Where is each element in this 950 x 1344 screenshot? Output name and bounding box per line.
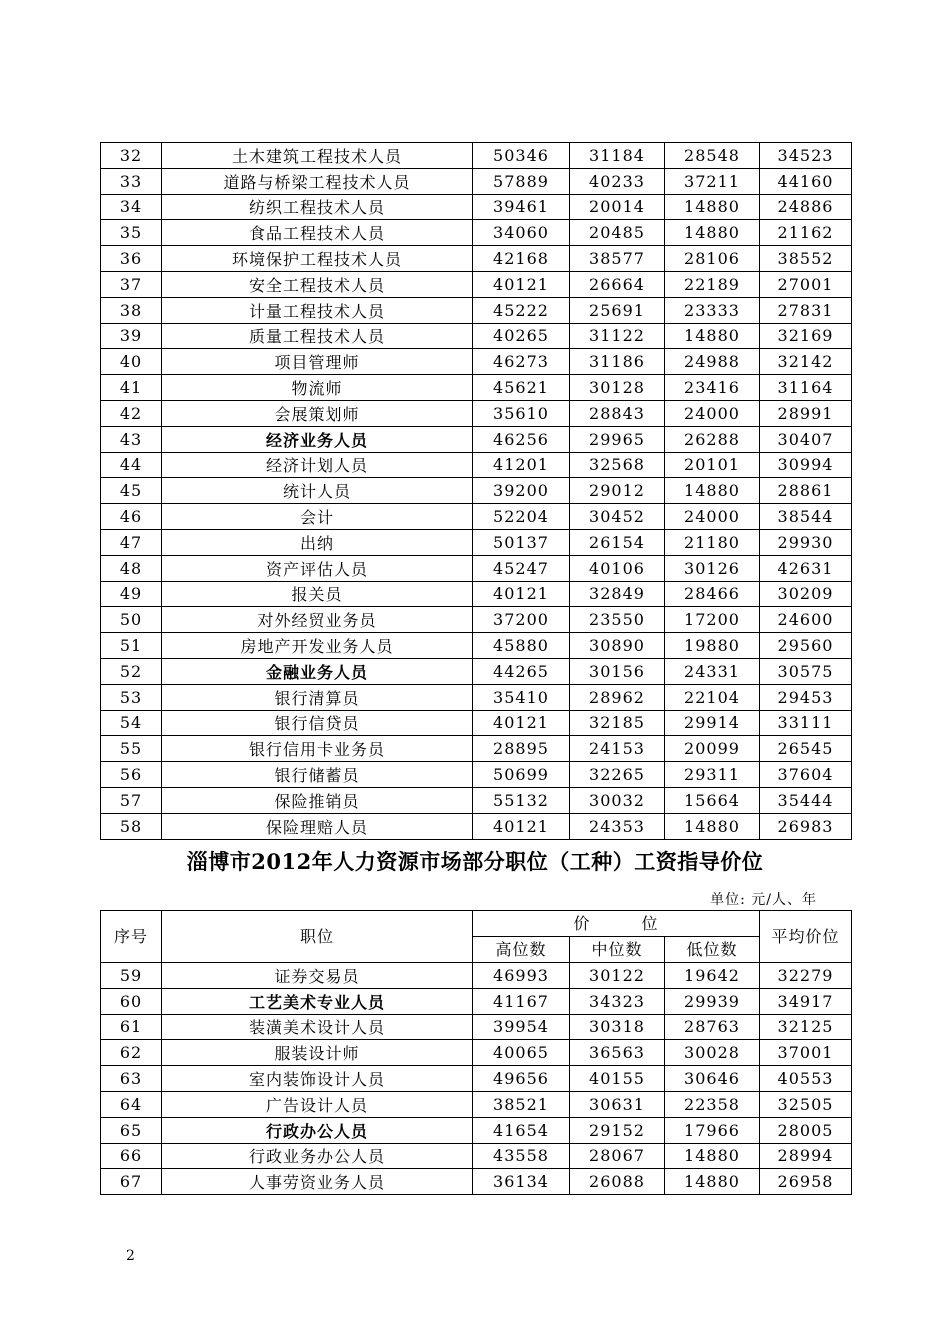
median-value-cell: 26154 xyxy=(570,529,665,555)
low-value-cell: 23416 xyxy=(665,375,760,401)
position-cell: 食品工程技术人员 xyxy=(162,220,473,246)
position-cell: 行政办公人员 xyxy=(162,1117,473,1143)
table-row xyxy=(101,478,852,504)
low-value-cell: 17966 xyxy=(665,1117,760,1143)
serial-number-cell: 43 xyxy=(101,426,162,452)
high-value-cell: 40121 xyxy=(473,581,570,607)
serial-number-cell: 42 xyxy=(101,400,162,426)
high-value-cell: 39954 xyxy=(473,1014,570,1040)
table-row xyxy=(101,246,852,272)
table-row xyxy=(101,1117,852,1143)
average-value-cell: 26958 xyxy=(760,1169,852,1195)
position-cell: 人事劳资业务人员 xyxy=(162,1169,473,1195)
low-value-cell: 29311 xyxy=(665,762,760,788)
average-value-cell: 29930 xyxy=(760,529,852,555)
position-cell: 证券交易员 xyxy=(162,963,473,989)
table-row xyxy=(101,633,852,659)
average-value-cell: 26983 xyxy=(760,813,852,839)
position-cell: 安全工程技术人员 xyxy=(162,271,473,297)
header-row-1 xyxy=(101,911,852,937)
average-value-cell: 30407 xyxy=(760,426,852,452)
high-value-cell: 40121 xyxy=(473,271,570,297)
position-cell: 行政业务办公人员 xyxy=(162,1143,473,1169)
low-value-cell: 24000 xyxy=(665,504,760,530)
low-value-cell: 28763 xyxy=(665,1014,760,1040)
high-value-cell: 40265 xyxy=(473,323,570,349)
median-value-cell: 40233 xyxy=(570,168,665,194)
position-cell: 统计人员 xyxy=(162,478,473,504)
header-median: 中位数 xyxy=(570,937,665,963)
median-value-cell: 28067 xyxy=(570,1143,665,1169)
average-value-cell: 27001 xyxy=(760,271,852,297)
high-value-cell: 41201 xyxy=(473,452,570,478)
table-row xyxy=(101,787,852,813)
table-row xyxy=(101,555,852,581)
average-value-cell: 27831 xyxy=(760,297,852,323)
table-row xyxy=(101,1040,852,1066)
position-cell: 经济计划人员 xyxy=(162,452,473,478)
header-position: 职位 xyxy=(162,911,473,963)
high-value-cell: 35610 xyxy=(473,400,570,426)
median-value-cell: 30156 xyxy=(570,658,665,684)
position-cell: 经济业务人员 xyxy=(162,426,473,452)
position-cell: 出纳 xyxy=(162,529,473,555)
serial-number-cell: 35 xyxy=(101,220,162,246)
average-value-cell: 24600 xyxy=(760,607,852,633)
table-row xyxy=(101,426,852,452)
average-value-cell: 28005 xyxy=(760,1117,852,1143)
table-row xyxy=(101,194,852,220)
header-serial-number: 序号 xyxy=(101,911,162,963)
table-row xyxy=(101,581,852,607)
high-value-cell: 40121 xyxy=(473,710,570,736)
low-value-cell: 28548 xyxy=(665,143,760,169)
average-value-cell: 35444 xyxy=(760,787,852,813)
table-row xyxy=(101,143,852,169)
high-value-cell: 38521 xyxy=(473,1091,570,1117)
median-value-cell: 31122 xyxy=(570,323,665,349)
position-cell: 报关员 xyxy=(162,581,473,607)
median-value-cell: 31186 xyxy=(570,349,665,375)
median-value-cell: 29012 xyxy=(570,478,665,504)
serial-number-cell: 51 xyxy=(101,633,162,659)
table-row xyxy=(101,504,852,530)
position-cell: 纺织工程技术人员 xyxy=(162,194,473,220)
position-cell: 资产评估人员 xyxy=(162,555,473,581)
table-row xyxy=(101,375,852,401)
table-row xyxy=(101,1014,852,1040)
serial-number-cell: 44 xyxy=(101,452,162,478)
high-value-cell: 45222 xyxy=(473,297,570,323)
position-cell: 会展策划师 xyxy=(162,400,473,426)
median-value-cell: 28962 xyxy=(570,684,665,710)
high-value-cell: 46256 xyxy=(473,426,570,452)
serial-number-cell: 38 xyxy=(101,297,162,323)
serial-number-cell: 55 xyxy=(101,736,162,762)
serial-number-cell: 49 xyxy=(101,581,162,607)
low-value-cell: 29939 xyxy=(665,988,760,1014)
median-value-cell: 24353 xyxy=(570,813,665,839)
high-value-cell: 45247 xyxy=(473,555,570,581)
median-value-cell: 34323 xyxy=(570,988,665,1014)
high-value-cell: 36134 xyxy=(473,1169,570,1195)
low-value-cell: 14880 xyxy=(665,813,760,839)
median-value-cell: 26664 xyxy=(570,271,665,297)
low-value-cell: 30646 xyxy=(665,1066,760,1092)
average-value-cell: 21162 xyxy=(760,220,852,246)
position-cell: 质量工程技术人员 xyxy=(162,323,473,349)
low-value-cell: 19880 xyxy=(665,633,760,659)
serial-number-cell: 60 xyxy=(101,988,162,1014)
header-price-level: 价 位 xyxy=(473,911,760,937)
table-row xyxy=(101,1143,852,1169)
document-title: 淄博市2012年人力资源市场部分职位（工种）工资指导价位 xyxy=(186,849,764,874)
salary-table-header xyxy=(101,911,852,963)
serial-number-cell: 33 xyxy=(101,168,162,194)
position-cell: 环境保护工程技术人员 xyxy=(162,246,473,272)
median-value-cell: 40155 xyxy=(570,1066,665,1092)
high-value-cell: 55132 xyxy=(473,787,570,813)
average-value-cell: 37001 xyxy=(760,1040,852,1066)
low-value-cell: 30028 xyxy=(665,1040,760,1066)
table-row xyxy=(101,529,852,555)
low-value-cell: 21180 xyxy=(665,529,760,555)
table-row xyxy=(101,1169,852,1195)
low-value-cell: 28466 xyxy=(665,581,760,607)
average-value-cell: 34523 xyxy=(760,143,852,169)
low-value-cell: 30126 xyxy=(665,555,760,581)
low-value-cell: 19642 xyxy=(665,963,760,989)
position-cell: 广告设计人员 xyxy=(162,1091,473,1117)
median-value-cell: 30318 xyxy=(570,1014,665,1040)
median-value-cell: 30452 xyxy=(570,504,665,530)
table-row xyxy=(101,349,852,375)
average-value-cell: 38552 xyxy=(760,246,852,272)
low-value-cell: 17200 xyxy=(665,607,760,633)
median-value-cell: 36563 xyxy=(570,1040,665,1066)
position-cell: 银行储蓄员 xyxy=(162,762,473,788)
table-row xyxy=(101,658,852,684)
average-value-cell: 24886 xyxy=(760,194,852,220)
table-row xyxy=(101,297,852,323)
high-value-cell: 40065 xyxy=(473,1040,570,1066)
table-row xyxy=(101,736,852,762)
low-value-cell: 22189 xyxy=(665,271,760,297)
median-value-cell: 40106 xyxy=(570,555,665,581)
serial-number-cell: 46 xyxy=(101,504,162,530)
high-value-cell: 39200 xyxy=(473,478,570,504)
table-row xyxy=(101,684,852,710)
serial-number-cell: 57 xyxy=(101,787,162,813)
serial-number-cell: 56 xyxy=(101,762,162,788)
serial-number-cell: 52 xyxy=(101,658,162,684)
low-value-cell: 14880 xyxy=(665,478,760,504)
average-value-cell: 29560 xyxy=(760,633,852,659)
table-row xyxy=(101,1091,852,1117)
serial-number-cell: 36 xyxy=(101,246,162,272)
average-value-cell: 33111 xyxy=(760,710,852,736)
position-cell: 工艺美术专业人员 xyxy=(162,988,473,1014)
high-value-cell: 50346 xyxy=(473,143,570,169)
average-value-cell: 30994 xyxy=(760,452,852,478)
position-cell: 道路与桥梁工程技术人员 xyxy=(162,168,473,194)
average-value-cell: 38544 xyxy=(760,504,852,530)
high-value-cell: 35410 xyxy=(473,684,570,710)
page-number: 2 xyxy=(126,1248,135,1264)
average-value-cell: 32169 xyxy=(760,323,852,349)
low-value-cell: 14880 xyxy=(665,220,760,246)
high-value-cell: 40121 xyxy=(473,813,570,839)
low-value-cell: 24988 xyxy=(665,349,760,375)
average-value-cell: 37604 xyxy=(760,762,852,788)
serial-number-cell: 62 xyxy=(101,1040,162,1066)
median-value-cell: 30032 xyxy=(570,787,665,813)
median-value-cell: 28843 xyxy=(570,400,665,426)
serial-number-cell: 64 xyxy=(101,1091,162,1117)
table-row xyxy=(101,400,852,426)
high-value-cell: 46993 xyxy=(473,963,570,989)
average-value-cell: 40553 xyxy=(760,1066,852,1092)
salary-table-part1-body xyxy=(101,143,852,840)
median-value-cell: 30890 xyxy=(570,633,665,659)
table-row xyxy=(101,813,852,839)
median-value-cell: 38577 xyxy=(570,246,665,272)
low-value-cell: 24331 xyxy=(665,658,760,684)
position-cell: 银行清算员 xyxy=(162,684,473,710)
serial-number-cell: 63 xyxy=(101,1066,162,1092)
unit-label: 单位: 元/人、年 xyxy=(710,892,817,908)
low-value-cell: 14880 xyxy=(665,1169,760,1195)
median-value-cell: 24153 xyxy=(570,736,665,762)
salary-table-part2-body xyxy=(101,963,852,1195)
average-value-cell: 30575 xyxy=(760,658,852,684)
table-row xyxy=(101,323,852,349)
low-value-cell: 14880 xyxy=(665,1143,760,1169)
position-cell: 物流师 xyxy=(162,375,473,401)
high-value-cell: 46273 xyxy=(473,349,570,375)
average-value-cell: 28994 xyxy=(760,1143,852,1169)
high-value-cell: 44265 xyxy=(473,658,570,684)
serial-number-cell: 65 xyxy=(101,1117,162,1143)
serial-number-cell: 61 xyxy=(101,1014,162,1040)
serial-number-cell: 54 xyxy=(101,710,162,736)
low-value-cell: 14880 xyxy=(665,323,760,349)
position-cell: 银行信用卡业务员 xyxy=(162,736,473,762)
header-average-price: 平均价位 xyxy=(760,911,852,963)
serial-number-cell: 34 xyxy=(101,194,162,220)
median-value-cell: 29152 xyxy=(570,1117,665,1143)
serial-number-cell: 67 xyxy=(101,1169,162,1195)
table-row xyxy=(101,710,852,736)
low-value-cell: 22104 xyxy=(665,684,760,710)
salary-table-part1 xyxy=(100,142,852,840)
position-cell: 保险推销员 xyxy=(162,787,473,813)
median-value-cell: 29965 xyxy=(570,426,665,452)
average-value-cell: 31164 xyxy=(760,375,852,401)
serial-number-cell: 40 xyxy=(101,349,162,375)
median-value-cell: 32185 xyxy=(570,710,665,736)
serial-number-cell: 45 xyxy=(101,478,162,504)
serial-number-cell: 50 xyxy=(101,607,162,633)
position-cell: 房地产开发业务人员 xyxy=(162,633,473,659)
median-value-cell: 26088 xyxy=(570,1169,665,1195)
median-value-cell: 25691 xyxy=(570,297,665,323)
low-value-cell: 22358 xyxy=(665,1091,760,1117)
average-value-cell: 32505 xyxy=(760,1091,852,1117)
serial-number-cell: 47 xyxy=(101,529,162,555)
low-value-cell: 20099 xyxy=(665,736,760,762)
position-cell: 保险理赔人员 xyxy=(162,813,473,839)
high-value-cell: 41654 xyxy=(473,1117,570,1143)
high-value-cell: 34060 xyxy=(473,220,570,246)
high-value-cell: 41167 xyxy=(473,988,570,1014)
median-value-cell: 20014 xyxy=(570,194,665,220)
high-value-cell: 50137 xyxy=(473,529,570,555)
position-cell: 金融业务人员 xyxy=(162,658,473,684)
low-value-cell: 23333 xyxy=(665,297,760,323)
median-value-cell: 30631 xyxy=(570,1091,665,1117)
low-value-cell: 28106 xyxy=(665,246,760,272)
average-value-cell: 42631 xyxy=(760,555,852,581)
serial-number-cell: 58 xyxy=(101,813,162,839)
table-row xyxy=(101,220,852,246)
serial-number-cell: 66 xyxy=(101,1143,162,1169)
median-value-cell: 32849 xyxy=(570,581,665,607)
position-cell: 土木建筑工程技术人员 xyxy=(162,143,473,169)
median-value-cell: 20485 xyxy=(570,220,665,246)
table-row xyxy=(101,271,852,297)
high-value-cell: 45880 xyxy=(473,633,570,659)
average-value-cell: 28861 xyxy=(760,478,852,504)
table-row xyxy=(101,963,852,989)
high-value-cell: 42168 xyxy=(473,246,570,272)
high-value-cell: 37200 xyxy=(473,607,570,633)
average-value-cell: 26545 xyxy=(760,736,852,762)
table-row xyxy=(101,452,852,478)
position-cell: 服装设计师 xyxy=(162,1040,473,1066)
position-cell: 室内装饰设计人员 xyxy=(162,1066,473,1092)
high-value-cell: 43558 xyxy=(473,1143,570,1169)
header-low: 低位数 xyxy=(665,937,760,963)
low-value-cell: 15664 xyxy=(665,787,760,813)
table-row xyxy=(101,1066,852,1092)
median-value-cell: 31184 xyxy=(570,143,665,169)
median-value-cell: 32265 xyxy=(570,762,665,788)
serial-number-cell: 59 xyxy=(101,963,162,989)
serial-number-cell: 41 xyxy=(101,375,162,401)
position-cell: 装潢美术设计人员 xyxy=(162,1014,473,1040)
serial-number-cell: 53 xyxy=(101,684,162,710)
position-cell: 会计 xyxy=(162,504,473,530)
low-value-cell: 20101 xyxy=(665,452,760,478)
low-value-cell: 24000 xyxy=(665,400,760,426)
position-cell: 计量工程技术人员 xyxy=(162,297,473,323)
low-value-cell: 14880 xyxy=(665,194,760,220)
average-value-cell: 32142 xyxy=(760,349,852,375)
high-value-cell: 52204 xyxy=(473,504,570,530)
median-value-cell: 30128 xyxy=(570,375,665,401)
average-value-cell: 29453 xyxy=(760,684,852,710)
position-cell: 银行信贷员 xyxy=(162,710,473,736)
high-value-cell: 45621 xyxy=(473,375,570,401)
average-value-cell: 32125 xyxy=(760,1014,852,1040)
position-cell: 对外经贸业务员 xyxy=(162,607,473,633)
high-value-cell: 39461 xyxy=(473,194,570,220)
table-row xyxy=(101,762,852,788)
high-value-cell: 57889 xyxy=(473,168,570,194)
table-row xyxy=(101,168,852,194)
low-value-cell: 37211 xyxy=(665,168,760,194)
high-value-cell: 49656 xyxy=(473,1066,570,1092)
average-value-cell: 30209 xyxy=(760,581,852,607)
high-value-cell: 28895 xyxy=(473,736,570,762)
serial-number-cell: 48 xyxy=(101,555,162,581)
median-value-cell: 32568 xyxy=(570,452,665,478)
position-cell: 项目管理师 xyxy=(162,349,473,375)
table-row xyxy=(101,607,852,633)
average-value-cell: 32279 xyxy=(760,963,852,989)
table-row xyxy=(101,988,852,1014)
low-value-cell: 29914 xyxy=(665,710,760,736)
average-value-cell: 44160 xyxy=(760,168,852,194)
high-value-cell: 50699 xyxy=(473,762,570,788)
average-value-cell: 34917 xyxy=(760,988,852,1014)
serial-number-cell: 39 xyxy=(101,323,162,349)
serial-number-cell: 32 xyxy=(101,143,162,169)
low-value-cell: 26288 xyxy=(665,426,760,452)
salary-table-part2 xyxy=(100,910,852,1195)
median-value-cell: 30122 xyxy=(570,963,665,989)
header-high: 高位数 xyxy=(473,937,570,963)
average-value-cell: 28991 xyxy=(760,400,852,426)
serial-number-cell: 37 xyxy=(101,271,162,297)
median-value-cell: 23550 xyxy=(570,607,665,633)
